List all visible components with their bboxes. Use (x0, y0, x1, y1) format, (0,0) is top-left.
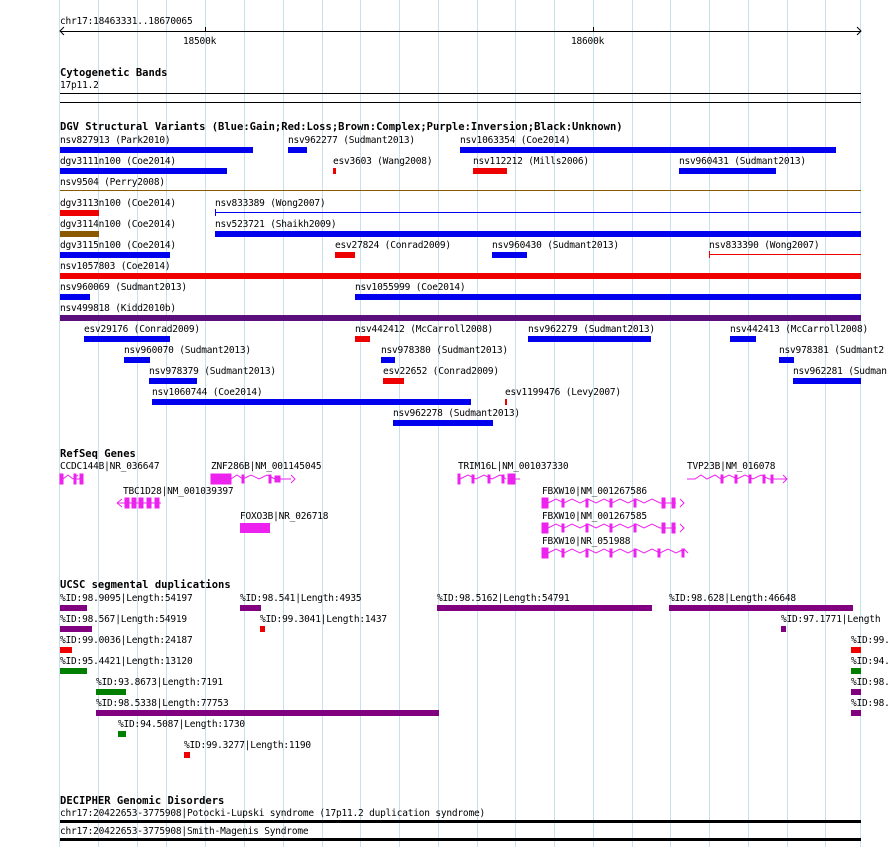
decipher-bar[interactable] (60, 838, 861, 841)
dgv-feature-label: nsv962281 (Sudman (793, 366, 887, 377)
decipher-bar[interactable] (60, 820, 861, 823)
dgv-gain-bar[interactable] (779, 357, 794, 363)
segdup-bar[interactable] (118, 731, 126, 737)
dgv-feature-label: nsv978379 (Sudmant2013) (149, 366, 276, 377)
dgv-feature-label: esv29176 (Conrad2009) (84, 324, 200, 335)
gene-label: FOXO3B|NR_026718 (240, 511, 329, 522)
segdup-bar[interactable] (184, 752, 190, 758)
track-title-dgv: DGV Structural Variants (Blue:Gain;Red:Loss;Brown:Complex;Purple:Inversion;Black:Unknown) (60, 121, 623, 133)
dgv-gain-bar[interactable] (492, 252, 527, 258)
dgv-feature-label: nsv442413 (McCarroll2008) (730, 324, 868, 335)
dgv-feature-label: nsv833390 (Wong2007) (709, 240, 820, 251)
dgv-feature-label: esv3603 (Wang2008) (333, 156, 433, 167)
dgv-feature-label: nsv1063354 (Coe2014) (460, 135, 571, 146)
grid-line (748, 0, 749, 847)
dgv-feature-label: esv1199476 (Levy2007) (505, 387, 621, 398)
segdup-label: %ID:98. (851, 677, 890, 688)
cytoband-bar[interactable] (60, 93, 861, 103)
dgv-gain-bar[interactable] (528, 336, 651, 342)
segdup-label: %ID:99.3277|Length:1190 (184, 740, 311, 751)
dgv-complex-bar[interactable] (60, 231, 99, 237)
segdup-bar[interactable] (60, 605, 87, 611)
dgv-feature-label: nsv978380 (Sudmant2013) (381, 345, 508, 356)
gene-label: FBXW10|NR_051988 (542, 536, 631, 547)
ruler-tick-label: 18500k (183, 36, 217, 47)
dgv-gain-endcap (215, 209, 216, 216)
dgv-feature-label: dgv3115n100 (Coe2014) (60, 240, 176, 251)
ruler-tick-label: 18600k (571, 36, 605, 47)
gene-exon-block[interactable] (240, 523, 270, 533)
segdup-label: %ID:99. (851, 635, 890, 646)
gene-label: TBC1D28|NM_001039397 (123, 486, 234, 497)
dgv-loss-bar[interactable] (505, 399, 507, 405)
dgv-feature-label: nsv9504 (Perry2008) (60, 177, 165, 188)
dgv-feature-label: nsv833389 (Wong2007) (215, 198, 326, 209)
dgv-gain-bar[interactable] (393, 420, 493, 426)
segdup-label: %ID:98.628|Length:46648 (669, 593, 796, 604)
segdup-bar[interactable] (851, 710, 861, 716)
dgv-gain-bar[interactable] (381, 357, 395, 363)
segdup-label: %ID:98.5338|Length:77753 (96, 698, 229, 709)
grid-line (825, 0, 826, 847)
track-title-segdups: UCSC segmental duplications (60, 579, 231, 591)
dgv-feature-label: nsv962279 (Sudmant2013) (528, 324, 655, 335)
dgv-feature-label: nsv960430 (Sudmant2013) (492, 240, 619, 251)
dgv-gain-bar[interactable] (679, 168, 776, 174)
segdup-label: %ID:98.567|Length:54919 (60, 614, 187, 625)
segdup-label: %ID:99.3041|Length:1437 (260, 614, 387, 625)
dgv-feature-label: nsv960431 (Sudmant2013) (679, 156, 806, 167)
dgv-loss-bar[interactable] (355, 336, 370, 342)
segdup-label: %ID:95.4421|Length:13120 (60, 656, 193, 667)
dgv-loss-bar[interactable] (335, 252, 355, 258)
dgv-gain-bar[interactable] (215, 231, 861, 237)
dgv-feature-label: nsv499818 (Kidd2010b) (60, 303, 176, 314)
gene-label: ZNF286B|NM_001145045 (211, 461, 322, 472)
segdup-bar[interactable] (260, 626, 265, 632)
dgv-gain-bar[interactable] (60, 168, 227, 174)
segdup-label: %ID:98.9095|Length:54197 (60, 593, 193, 604)
grid-line (709, 0, 710, 847)
segdup-bar[interactable] (96, 710, 439, 716)
gene-label: CCDC144B|NR_036647 (60, 461, 160, 472)
dgv-gain-bar[interactable] (60, 147, 253, 153)
grid-line (787, 0, 788, 847)
dgv-gain-bar[interactable] (460, 147, 836, 153)
segdup-label: %ID:99.0036|Length:24187 (60, 635, 193, 646)
gene-label: TRIM16L|NM_001037330 (458, 461, 569, 472)
dgv-feature-label: nsv962278 (Sudmant2013) (393, 408, 520, 419)
dgv-feature-label: nsv112212 (Mills2006) (473, 156, 589, 167)
decipher-label: chr17:20422653-3775908|Smith-Magenis Syndrome (60, 826, 309, 837)
segdup-bar[interactable] (669, 605, 853, 611)
segdup-label: %ID:94.5087|Length:1730 (118, 719, 245, 730)
dgv-gain-bar[interactable] (60, 294, 90, 300)
dgv-loss-bar[interactable] (60, 273, 861, 279)
track-title-decipher: DECIPHER Genomic Disorders (60, 795, 225, 807)
dgv-gain-bar[interactable] (149, 378, 197, 384)
grid-line (670, 0, 671, 847)
dgv-loss-bar[interactable] (473, 168, 507, 174)
segdup-bar[interactable] (60, 668, 87, 674)
segdup-bar[interactable] (851, 668, 861, 674)
dgv-inversion-bar[interactable] (60, 315, 861, 321)
dgv-feature-label: nsv523721 (Shaikh2009) (215, 219, 337, 230)
segdup-bar[interactable] (437, 605, 652, 611)
gene-model[interactable] (117, 497, 165, 509)
segdup-label: %ID:98.5162|Length:54791 (437, 593, 570, 604)
segdup-label: %ID:97.1771|Length (781, 614, 881, 625)
dgv-feature-label: nsv1057803 (Coe2014) (60, 261, 171, 272)
dgv-gain-bar[interactable] (124, 357, 150, 363)
segdup-bar[interactable] (60, 626, 92, 632)
dgv-feature-label: nsv962277 (Sudmant2013) (288, 135, 415, 146)
dgv-feature-label: dgv3114n100 (Coe2014) (60, 219, 176, 230)
track-title-cytoband: Cytogenetic Bands (60, 67, 168, 79)
dgv-loss-bar[interactable] (60, 210, 99, 216)
dgv-gain-bar[interactable] (355, 294, 861, 300)
gene-model[interactable] (60, 473, 90, 485)
dgv-feature-label: nsv442412 (McCarroll2008) (355, 324, 493, 335)
segdup-label: %ID:93.8673|Length:7191 (96, 677, 223, 688)
dgv-feature-label: esv22652 (Conrad2009) (383, 366, 499, 377)
gene-model[interactable] (458, 473, 522, 485)
dgv-feature-label: dgv3111n100 (Coe2014) (60, 156, 176, 167)
gene-model[interactable] (542, 497, 692, 509)
gene-label: FBXW10|NM_001267586 (542, 486, 647, 497)
dgv-gain-bar[interactable] (84, 336, 170, 342)
dgv-feature-label: nsv978381 (Sudmant2 (779, 345, 884, 356)
ruler-location: chr17:18463331..18670065 (60, 16, 193, 27)
gene-model[interactable] (542, 522, 692, 534)
track-title-refseq: RefSeq Genes (60, 448, 136, 460)
cytoband-label: 17p11.2 (60, 80, 99, 91)
segdup-bar[interactable] (851, 647, 861, 653)
segdup-bar[interactable] (96, 689, 126, 695)
gene-label: TVP23B|NM_016078 (687, 461, 776, 472)
dgv-loss-endcap (709, 251, 710, 258)
decipher-label: chr17:20422653-3775908|Potocki-Lupski syndrome (17p11.2 duplication syndrome) (60, 808, 486, 819)
dgv-complex-line[interactable] (60, 190, 861, 191)
dgv-feature-label: nsv960070 (Sudmant2013) (124, 345, 251, 356)
dgv-feature-label: nsv827913 (Park2010) (60, 135, 171, 146)
gene-label: FBXW10|NM_001267585 (542, 511, 647, 522)
gene-model[interactable] (542, 547, 692, 559)
dgv-gain-bar[interactable] (60, 252, 170, 258)
dgv-gain-bar[interactable] (152, 399, 471, 405)
dgv-gain-bar[interactable] (730, 336, 756, 342)
segdup-label: %ID:98. (851, 698, 890, 709)
gene-model[interactable] (211, 473, 311, 485)
dgv-loss-bar[interactable] (333, 168, 336, 174)
dgv-feature-label: nsv1055999 (Coe2014) (355, 282, 466, 293)
segdup-bar[interactable] (781, 626, 786, 632)
segdup-bar[interactable] (851, 689, 861, 695)
dgv-feature-label: nsv1060744 (Coe2014) (152, 387, 263, 398)
dgv-loss-line[interactable] (709, 254, 861, 255)
segdup-bar[interactable] (60, 647, 72, 653)
segdup-label: %ID:94. (851, 656, 890, 667)
segdup-label: %ID:98.541|Length:4935 (240, 593, 362, 604)
grid-line (632, 0, 633, 847)
dgv-gain-bar[interactable] (793, 378, 861, 384)
dgv-feature-label: esv27824 (Conrad2009) (335, 240, 451, 251)
grid-line (860, 0, 861, 847)
dgv-feature-label: nsv960069 (Sudmant2013) (60, 282, 187, 293)
dgv-loss-bar[interactable] (383, 378, 404, 384)
gene-model[interactable] (687, 473, 795, 485)
segdup-bar[interactable] (240, 605, 261, 611)
dgv-feature-label: dgv3113n100 (Coe2014) (60, 198, 176, 209)
dgv-gain-line[interactable] (215, 212, 861, 213)
ruler-arrowheads (56, 27, 866, 36)
dgv-gain-bar[interactable] (288, 147, 307, 153)
